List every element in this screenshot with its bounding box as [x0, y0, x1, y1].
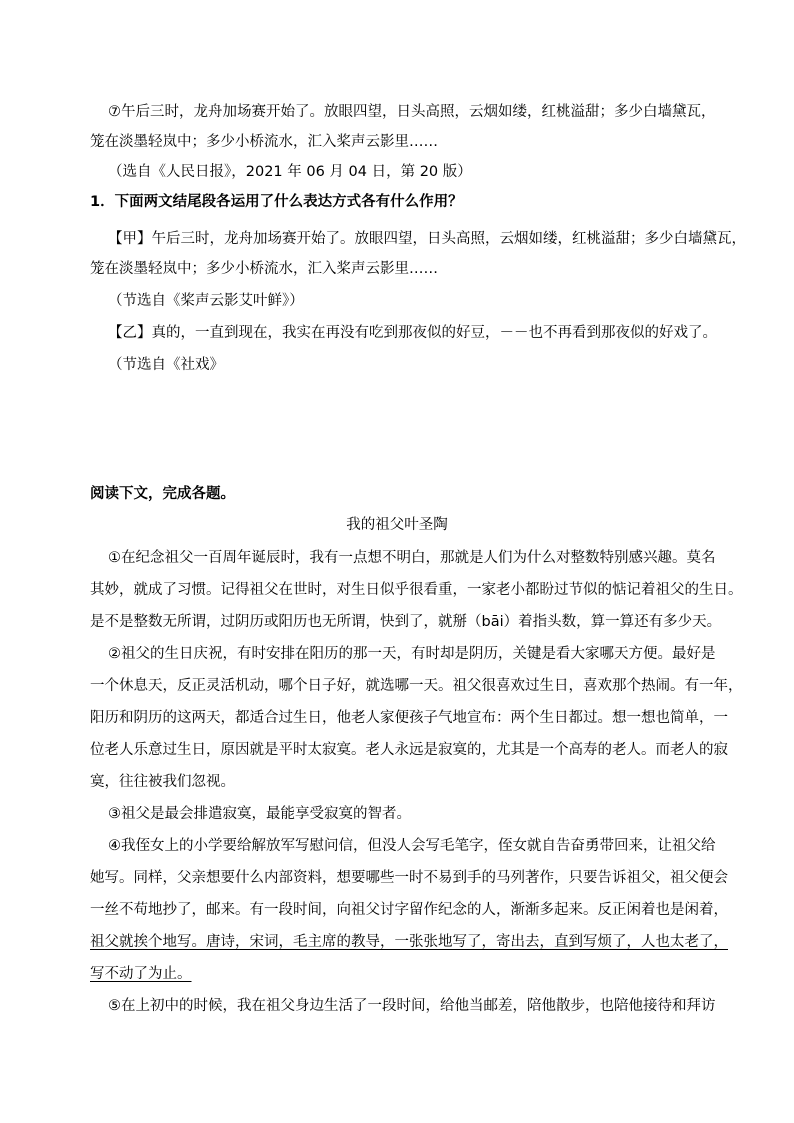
reading-instruction: 阅读下文，完成各题。: [90, 486, 235, 502]
paragraph-4-line-1: ④我侄女上的小学要给解放军写慰问信，但没人会写毛笔字，侄女就自告奋勇带回来，让祖父给: [108, 838, 716, 854]
paragraph-2-line-4: 位老人乐意过生日，原因就是平时太寂寞。老人永远是寂寞的，尤其是一个高寿的老人。而老人的寂: [90, 742, 728, 758]
paragraph-4-line-3: 一丝不苟地抄了，邮来。有一段时间，向祖父讨字留作纪念的人，渐渐多起来。反正闲着也是闲着，: [90, 902, 728, 918]
paragraph-7-line-2: 笼在淡墨轻岚中；多少小桥流水，汇入桨声云影里……: [90, 134, 438, 150]
excerpt-jia-line-1: 【甲】午后三时，龙舟加场赛开始了。放眼四望，日头高照，云烟如缕，红桃溢甜；多少白墙黛瓦，: [108, 231, 746, 247]
paragraph-2-line-1: ②祖父的生日庆祝，有时安排在阳历的那一天，有时却是阴历，关键是看大家哪天方便。最好是: [108, 646, 716, 662]
paragraph-1-line-1: ①在纪念祖父一百周年诞辰时，我有一点想不明白，那就是人们为什么对整数特别感兴趣。莫名: [108, 550, 716, 566]
paragraph-4-line-4-underlined: 祖父就挨个地写。唐诗，宋词，毛主席的教导，一张张地写了，寄出去，直到写烦了，人也太老了，: [90, 934, 728, 950]
excerpt-yi-line: 【乙】真的，一直到现在，我实在再没有吃到那夜似的好豆，－－也不再看到那夜似的好戏了。: [108, 325, 717, 341]
paragraph-2-line-2: 一个休息天，反正灵活机动，哪个日子好，就选哪一天。祖父很喜欢过生日，喜欢那个热闹。有一年，: [90, 678, 743, 694]
paragraph-3-line-1: ③祖父是最会排遣寂寞，最能享受寂寞的智者。: [108, 806, 411, 822]
paragraph-2-line-3: 阳历和阴历的这两天，都适合过生日，他老人家便孩子气地宣布：两个生日都过。想一想也简单，一: [90, 710, 728, 726]
paragraph-4-line-5-underlined: 写不动了为止。: [90, 966, 192, 982]
source-citation: （选自《人民日报》，2021 年 06 月 04 日，第 20 版）: [108, 164, 472, 180]
excerpt-jia-line-2: 笼在淡墨轻岚中；多少小桥流水，汇入桨声云影里……: [90, 261, 438, 277]
article-title: 我的祖父叶圣陶: [346, 517, 448, 533]
paragraph-1-line-2: 其妙，就成了习惯。记得祖父在世时，对生日似乎很看重，一家老小都盼过节似的惦记着祖父的生日。: [90, 582, 743, 598]
excerpt-jia-source: （节选自《桨声云影艾叶鲜》）: [108, 293, 304, 309]
paragraph-4-line-2: 她写。同样，父亲想要什么内部资料，想要哪些一时不易到手的马列著作，只要告诉祖父，祖父便会: [90, 870, 728, 886]
excerpt-yi-source: （节选自《社戏》: [108, 357, 224, 373]
question-1: 1．下面两文结尾段各运用了什么表达方式各有什么作用？: [90, 194, 463, 210]
paragraph-7-line-1: ⑦午后三时，龙舟加场赛开始了。放眼四望，日头高照，云烟如缕，红桃溢甜；多少白墙黛瓦，: [108, 104, 716, 120]
paragraph-1-line-3: 是不是整数无所谓，过阴历或阳历也无所谓，快到了，就掰（bāi）着指头数，算一算还有多少天。: [90, 614, 722, 630]
paragraph-2-line-5: 寞，往往被我们忽视。: [90, 774, 235, 790]
paragraph-5-line-1: ⑤在上初中的时候，我在祖父身边生活了一段时间，给他当邮差，陪他散步，也陪他接待和拜访: [108, 998, 716, 1014]
